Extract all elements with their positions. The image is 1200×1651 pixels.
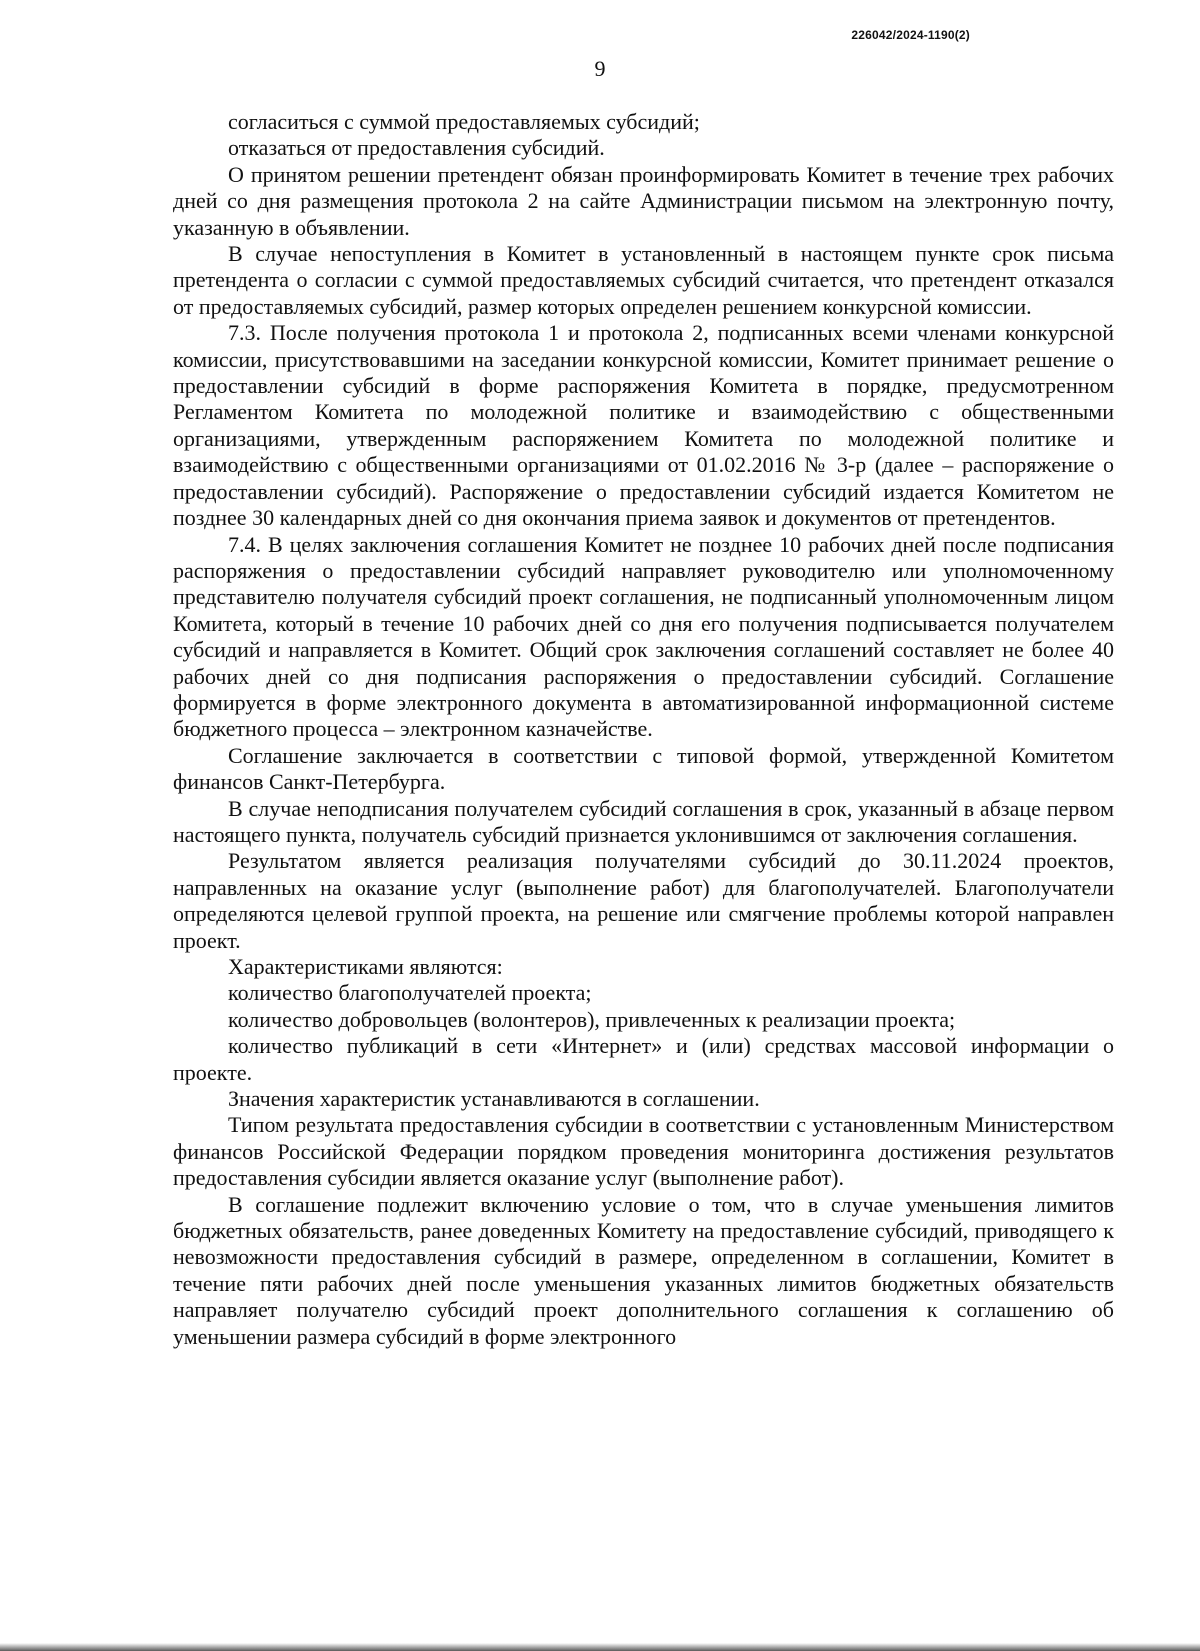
paragraph-clause-7-3: 7.3. После получения протокола 1 и протокола 2, подписанных всеми членами конкурсной комиссии, присутствовавшими на заседании конкурсной комиссии, Комитет принимает решение о предоставлении субсидий в форме распоряжения Комитета в порядке, предусмотренном Регламентом Комитета по молодежной политике и взаимодействию с общественными организациями, утвержденным распоряжением Комитета по молодежной политике и взаимодействию с общественными организациями от 01.02.2016 № 3-р (далее – распоряжение о предоставлении субсидий). Распоряжение о предоставлении субсидий издается Комитетом не позднее 30 календарных дней со дня окончания приема заявок и документов от претендентов. [173,320,1114,531]
document-registration-number: 226042/2024-1190(2) [851,28,970,42]
scan-bottom-edge [0,1643,1200,1651]
list-item-volunteers: количество добровольцев (волонтеров), привлеченных к реализации проекта; [228,1006,956,1032]
paragraph-clause-7-4: 7.4. В целях заключения соглашения Комитет не позднее 10 рабочих дней после подписания распоряжения о предоставлении субсидий направляет руководителю или уполномоченному представителю получателя субсидий проект соглашения, не подписанный уполномоченным лицом Комитета, который в течение 10 рабочих дней со дня его получения подписывается получателем субсидий и направляется в Комитет. Общий срок заключения соглашений составляет не более 40 рабочих дней со дня подписания распоряжения о предоставлении субсидий. Соглашение формируется в форме электронного документа в автоматизированной информационной системе бюджетного процесса – электронном казначействе. [173,531,1114,742]
paragraph-characteristics-heading: Характеристиками являются: [228,954,503,979]
list-item-beneficiaries: количество благополучателей проекта; [228,980,592,1006]
document-body [173,109,1114,1350]
paragraph-unsigned-agreement: В случае неподписания получателем субсидий соглашения в срок, указанный в абзаце первом настоящего пункта, получатель субсидий признается уклонившимся от заключения соглашения. [173,795,1114,847]
paragraph-no-reply: В случае непоступления в Комитет в установленный в настоящем пункте срок письма претендента о согласии с суммой предоставляемых субсидий считается, что претендент отказался от предоставляемых субсидий, размер которых определен решением конкурсной комиссии. [173,241,1114,319]
paragraph-refuse-subsidy: отказаться от предоставления субсидий. [228,135,605,161]
paragraph-standard-form: Соглашение заключается в соответствии с типовой формой, утвержденной Комитетом финансов Санкт-Петербурга. [173,742,1114,795]
paragraph-limit-reduction: В соглашение подлежит включению условие о том, что в случае уменьшения лимитов бюджетных обязательств, ранее доведенных Комитету на предоставление субсидий, приводящего к невозможности предоставления субсидий в размере, определенном в соглашении, Комитет в течение пяти рабочих дней после уменьшения указанных лимитов бюджетных обязательств направляет получателю субсидий проект дополнительного соглашения к соглашению об уменьшении размера субсидий в форме электронного [173,1191,1114,1349]
paragraph-result-type: Типом результата предоставления субсидии в соответствии с установленным Министерством финансов Российской Федерации порядком проведения мониторинга достижения результатов предоставления субсидии является оказание услуг (выполнение работ). [173,1112,1114,1191]
paragraph-result: Результатом является реализация получателями субсидий до 30.11.2024 проектов, направленных на оказание услуг (выполнение работ) для благополучателей. Благополучатели определяются целевой группой проекта, на решение или смягчение проблемы которой направлен проект. [173,848,1114,953]
paragraph-characteristic-values: Значения характеристик устанавливаются в соглашении. [228,1086,760,1112]
list-item-publications: количество публикаций в сети «Интернет» и (или) средствах массовой информации о проекте. [173,1033,1114,1085]
paragraph-decision-notice: О принятом решении претендент обязан проинформировать Комитет в течение трех рабочих дней со дня размещения протокола 2 на сайте Администрации письмом на электронную почту, указанную в объявлении. [173,161,1114,240]
page-number: 9 [594,56,606,81]
paragraph-agree-amount: согласиться с суммой предоставляемых субсидий; [228,109,700,134]
